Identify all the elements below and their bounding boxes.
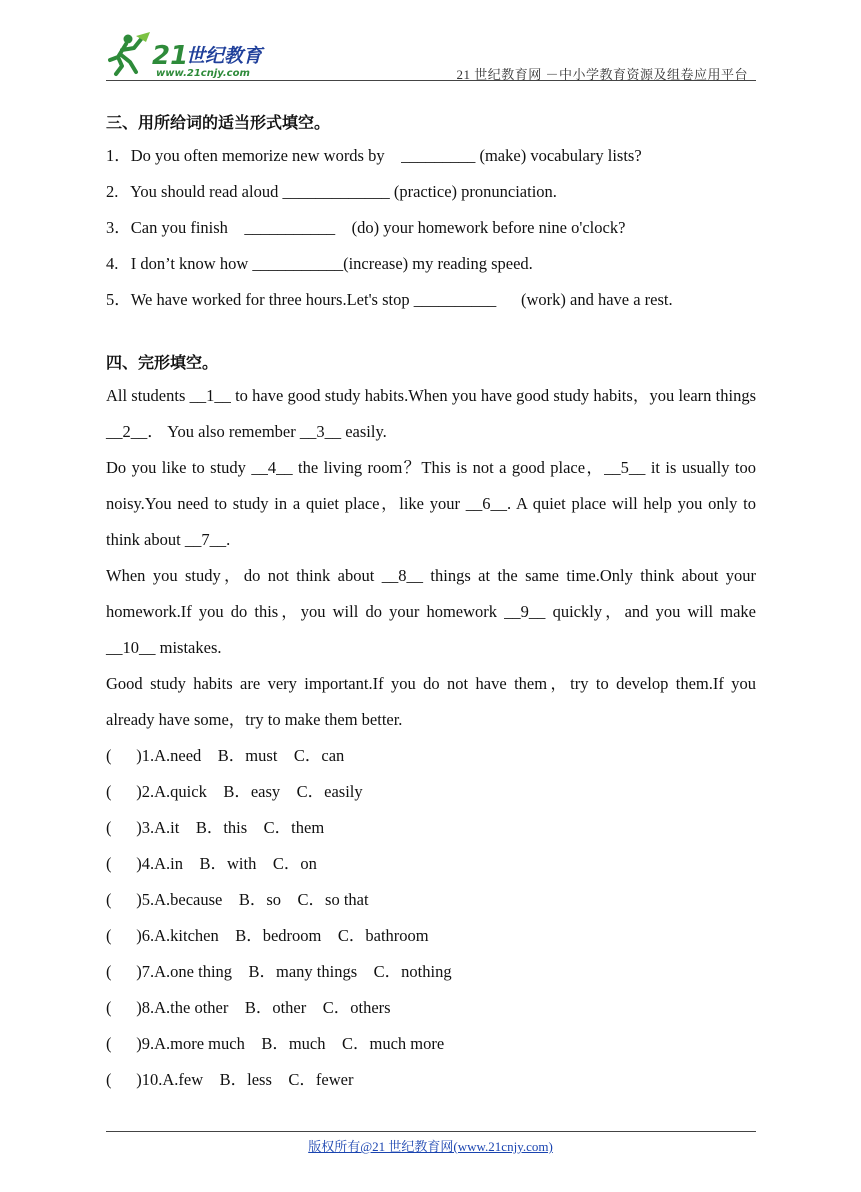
option-row: ( )8.A.the other B．other C．others [106,998,391,1017]
logo-url: www.21cnjy.com [156,68,250,79]
option-row: ( )5.A.because B．so C．so that [106,890,369,909]
fill-blank-item: 2. You should read aloud _____________ (practice) pronunciation. [106,182,557,201]
header-divider [106,80,756,81]
header-platform-text: 21 世纪教育网 －中小学教育资源及组卷应用平台 [456,67,748,82]
section3-items [106,138,756,318]
option-row: ( )6.A.kitchen B．bedroom C．bathroom [106,926,429,945]
passage-paragraph: All students __1__ to have good study habits.When you have good study habits，you learn things __2__． You also remember __3__ easily. [106,386,756,441]
fill-blank-item: 3．Can you finish ___________ (do) your homework before nine o'clock? [106,218,626,237]
option-row: ( )9.A.more much B．much C．much more [106,1034,445,1053]
option-row: ( )2.A.quick B．easy C．easily [106,782,363,801]
copyright-link[interactable]: 版权所有@21 世纪教育网(www.21cnjy.com) [308,1139,553,1154]
section3-title: 三、用所给词的适当形式填空。 [106,113,331,132]
svg-text:21: 21 [152,41,189,71]
cloze-passage [106,378,756,738]
passage-paragraph: Good study habits are very important.If you do not have them，try to develop them.If you already have some，try to make them better. [106,674,756,729]
fill-blank-item: 4. I don’t know how ___________(increase) my reading speed. [106,254,533,273]
cloze-options [106,738,756,1098]
fill-blank-item: 1．Do you often memorize new words by _________ (make) vocabulary lists? [106,146,642,165]
option-row: ( )7.A.one thing B．many things C．nothing [106,962,452,981]
option-row: ( )10.A.few B．less C．fewer [106,1070,354,1089]
fill-blank-item: 5．We have worked for three hours.Let's stop __________ (work) and have a rest. [106,290,673,309]
21cnjy-logo [106,30,286,80]
worksheet-content [106,108,756,1098]
passage-paragraph: Do you like to study __4__ the living room？This is not a good place，__5__ it is usually too noisy.You need to study in a quiet place，like your __6__. A quiet place will help you only to think about __7__. [106,458,756,549]
section4-title: 四、完形填空。 [106,353,219,372]
page-header [106,30,756,82]
footer-divider [106,1131,756,1132]
option-row: ( )3.A.it B．this C．them [106,818,325,837]
option-row: ( )4.A.in B．with C．on [106,854,317,873]
runner-icon [110,32,150,74]
option-row: ( )1.A.need B．must C．can [106,746,345,765]
passage-paragraph: When you study，do not think about __8__ things at the same time.Only think about your homework.If you do this，you will do your homework __9__ quickly，and you will make __10__ mistakes. [106,566,756,657]
logo-text: 世纪教育 [186,45,263,67]
